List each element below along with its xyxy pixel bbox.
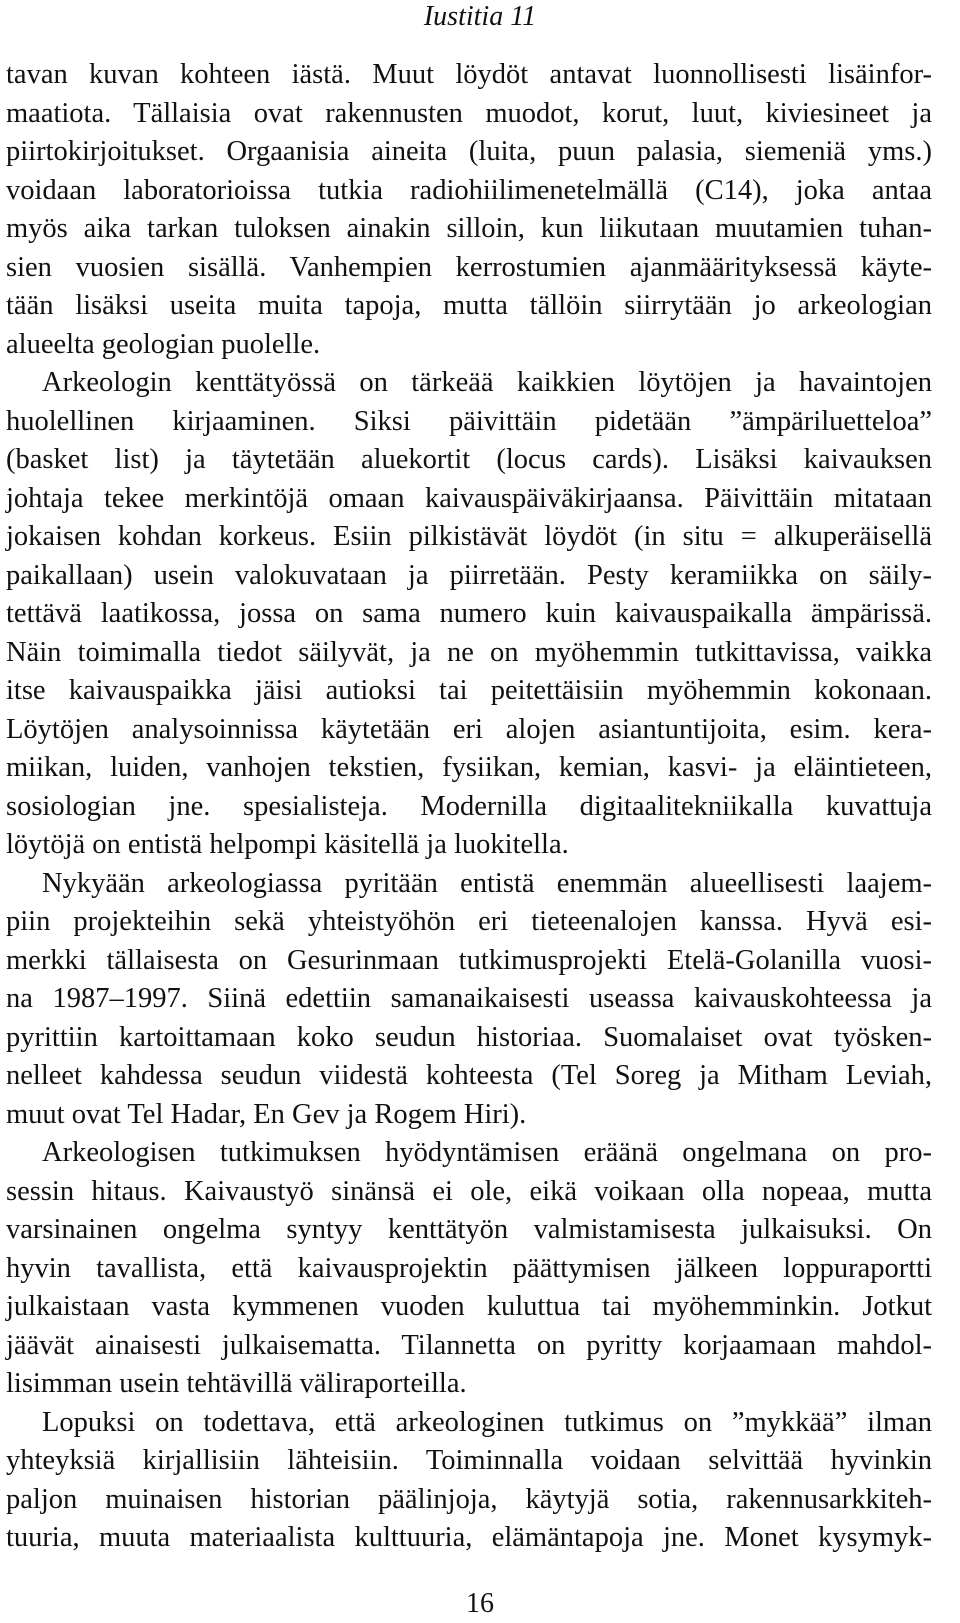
body-text xyxy=(0,56,960,1558)
text-line: alueelta geologian puolelle. xyxy=(6,328,321,360)
text-line: Löytöjen analysoinnissa käytetään eri alojen asiantuntijoita, esim. kera- xyxy=(6,713,932,745)
text-line: tuuria, muuta materiaalista kulttuuria, elämäntapoja jne. Monet kysymyk- xyxy=(6,1522,932,1553)
text-line: johtaja tekee merkintöjä omaan kaivauspäiväkirjaansa. Päivittäin mitataan xyxy=(6,482,932,514)
text-line: hyvin tavallista, että kaivausprojektin päättymisen jälkeen loppuraportti xyxy=(6,1252,932,1284)
text-line: paljon muinaisen historian päälinjoja, käytyjä sotia, rakennusarkkiteh- xyxy=(6,1483,932,1515)
text-line: piirtokirjoitukset. Orgaanisia aineita (luita, puun palasia, siemeniä yms.) xyxy=(6,136,932,167)
text-line: maatiota. Tällaisia ovat rakennusten muodot, korut, luut, kiviesineet ja xyxy=(6,97,932,129)
text-line: tään lisäksi useita muita tapoja, mutta tällöin siirrytään jo arkeologian xyxy=(6,290,932,321)
text-line: julkaistaan vasta kymmenen vuoden kuluttua tai myöhemminkin. Jotkut xyxy=(6,1291,932,1322)
text-line: Näin toimimalla tiedot säilyvät, ja ne on myöhemmin tutkittavissa, vaikka xyxy=(6,636,932,668)
text-line: nelleet kahdessa seudun viidestä kohteesta (Tel Soreg ja Mitham Leviah, xyxy=(6,1060,932,1091)
text-line: muut ovat Tel Hadar, En Gev ja Rogem Hiri). xyxy=(6,1098,527,1130)
page-number: 16 xyxy=(466,1588,494,1619)
running-title: Iustitia 11 xyxy=(423,1,537,32)
text-line: merkki tällaisesta on Gesurinmaan tutkimusprojekti Etelä-Golanilla vuosi- xyxy=(6,944,932,976)
text-line: sessin hitaus. Kaivaustyö sinänsä ei ole, eikä voikaan olla nopeaa, mutta xyxy=(6,1175,932,1207)
text-line: löytöjä on entistä helpompi käsitellä ja luokitella. xyxy=(6,829,569,860)
text-line: (basket list) ja täytetään aluekortit (locus cards). Lisäksi kaivauksen xyxy=(6,444,932,475)
text-line: miikan, luiden, vanhojen tekstien, fysiikan, kemian, kasvi- ja eläintieteen, xyxy=(6,752,932,783)
paragraph-first-line: Lopuksi on todettava, että arkeologinen tutkimus on ”mykkää” ilman xyxy=(42,1406,932,1438)
text-line: piin projekteihin sekä yhteistyöhön eri tieteenalojen kanssa. Hyvä esi- xyxy=(6,906,932,937)
text-line: lisimman usein tehtävillä väliraporteilla. xyxy=(6,1368,467,1399)
text-line: jäävät ainaisesti julkaisematta. Tilannetta on pyritty korjaamaan mahdol- xyxy=(6,1329,932,1361)
text-line: paikallaan) usein valokuvataan ja piirretään. Pesty keramiikka on säily- xyxy=(6,559,932,591)
text-line: pyrittiin kartoittamaan koko seudun historiaa. Suomalaiset ovat työsken- xyxy=(6,1021,932,1053)
page-footer xyxy=(0,1588,960,1620)
text-line: varsinainen ongelma syntyy kenttätyön valmistamisesta julkaisuksi. On xyxy=(6,1214,932,1245)
text-line: itse kaivauspaikka jäisi autioksi tai peitettäisiin myöhemmin kokonaan. xyxy=(6,675,932,706)
paragraph-first-line: Arkeologisen tutkimuksen hyödyntämisen eräänä ongelmana on pro- xyxy=(42,1137,932,1168)
paragraph-first-line: Nykyään arkeologiassa pyritään entistä enemmän alueellisesti laajem- xyxy=(42,867,932,899)
text-line: tavan kuvan kohteen iästä. Muut löydöt antavat luonnollisesti lisäinfor- xyxy=(6,59,932,90)
running-header xyxy=(0,0,960,40)
text-line: tettävä laatikossa, jossa on sama numero kuin kaivauspaikalla ämpärissä. xyxy=(6,598,932,629)
text-line: jokaisen kohdan korkeus. Esiin pilkistävät löydöt (in situ = alkuperäisellä xyxy=(6,521,932,552)
text-line: sien vuosien sisällä. Vanhempien kerrostumien ajanmäärityksessä käyte- xyxy=(6,251,932,283)
paragraph-first-line: Arkeologin kenttätyössä on tärkeää kaikkien löytöjen ja havaintojen xyxy=(42,367,932,398)
text-line: voidaan laboratorioissa tutkia radiohiilimenetelmällä (C14), joka antaa xyxy=(6,174,932,206)
text-line: yhteyksiä kirjallisiin lähteisiin. Toiminnalla voidaan selvittää hyvinkin xyxy=(6,1445,932,1476)
text-line: na 1987–1997. Siinä edettiin samanaikaisesti useassa kaivauskohteessa ja xyxy=(6,983,932,1014)
text-line: myös aika tarkan tuloksen ainakin silloin, kun liikutaan muutamien tuhan- xyxy=(6,213,932,244)
text-line: sosiologian jne. spesialisteja. Modernilla digitaalitekniikalla kuvattuja xyxy=(6,790,932,822)
text-line: huolellinen kirjaaminen. Siksi päivittäin pidetään ”ämpäriluetteloa” xyxy=(6,405,932,437)
